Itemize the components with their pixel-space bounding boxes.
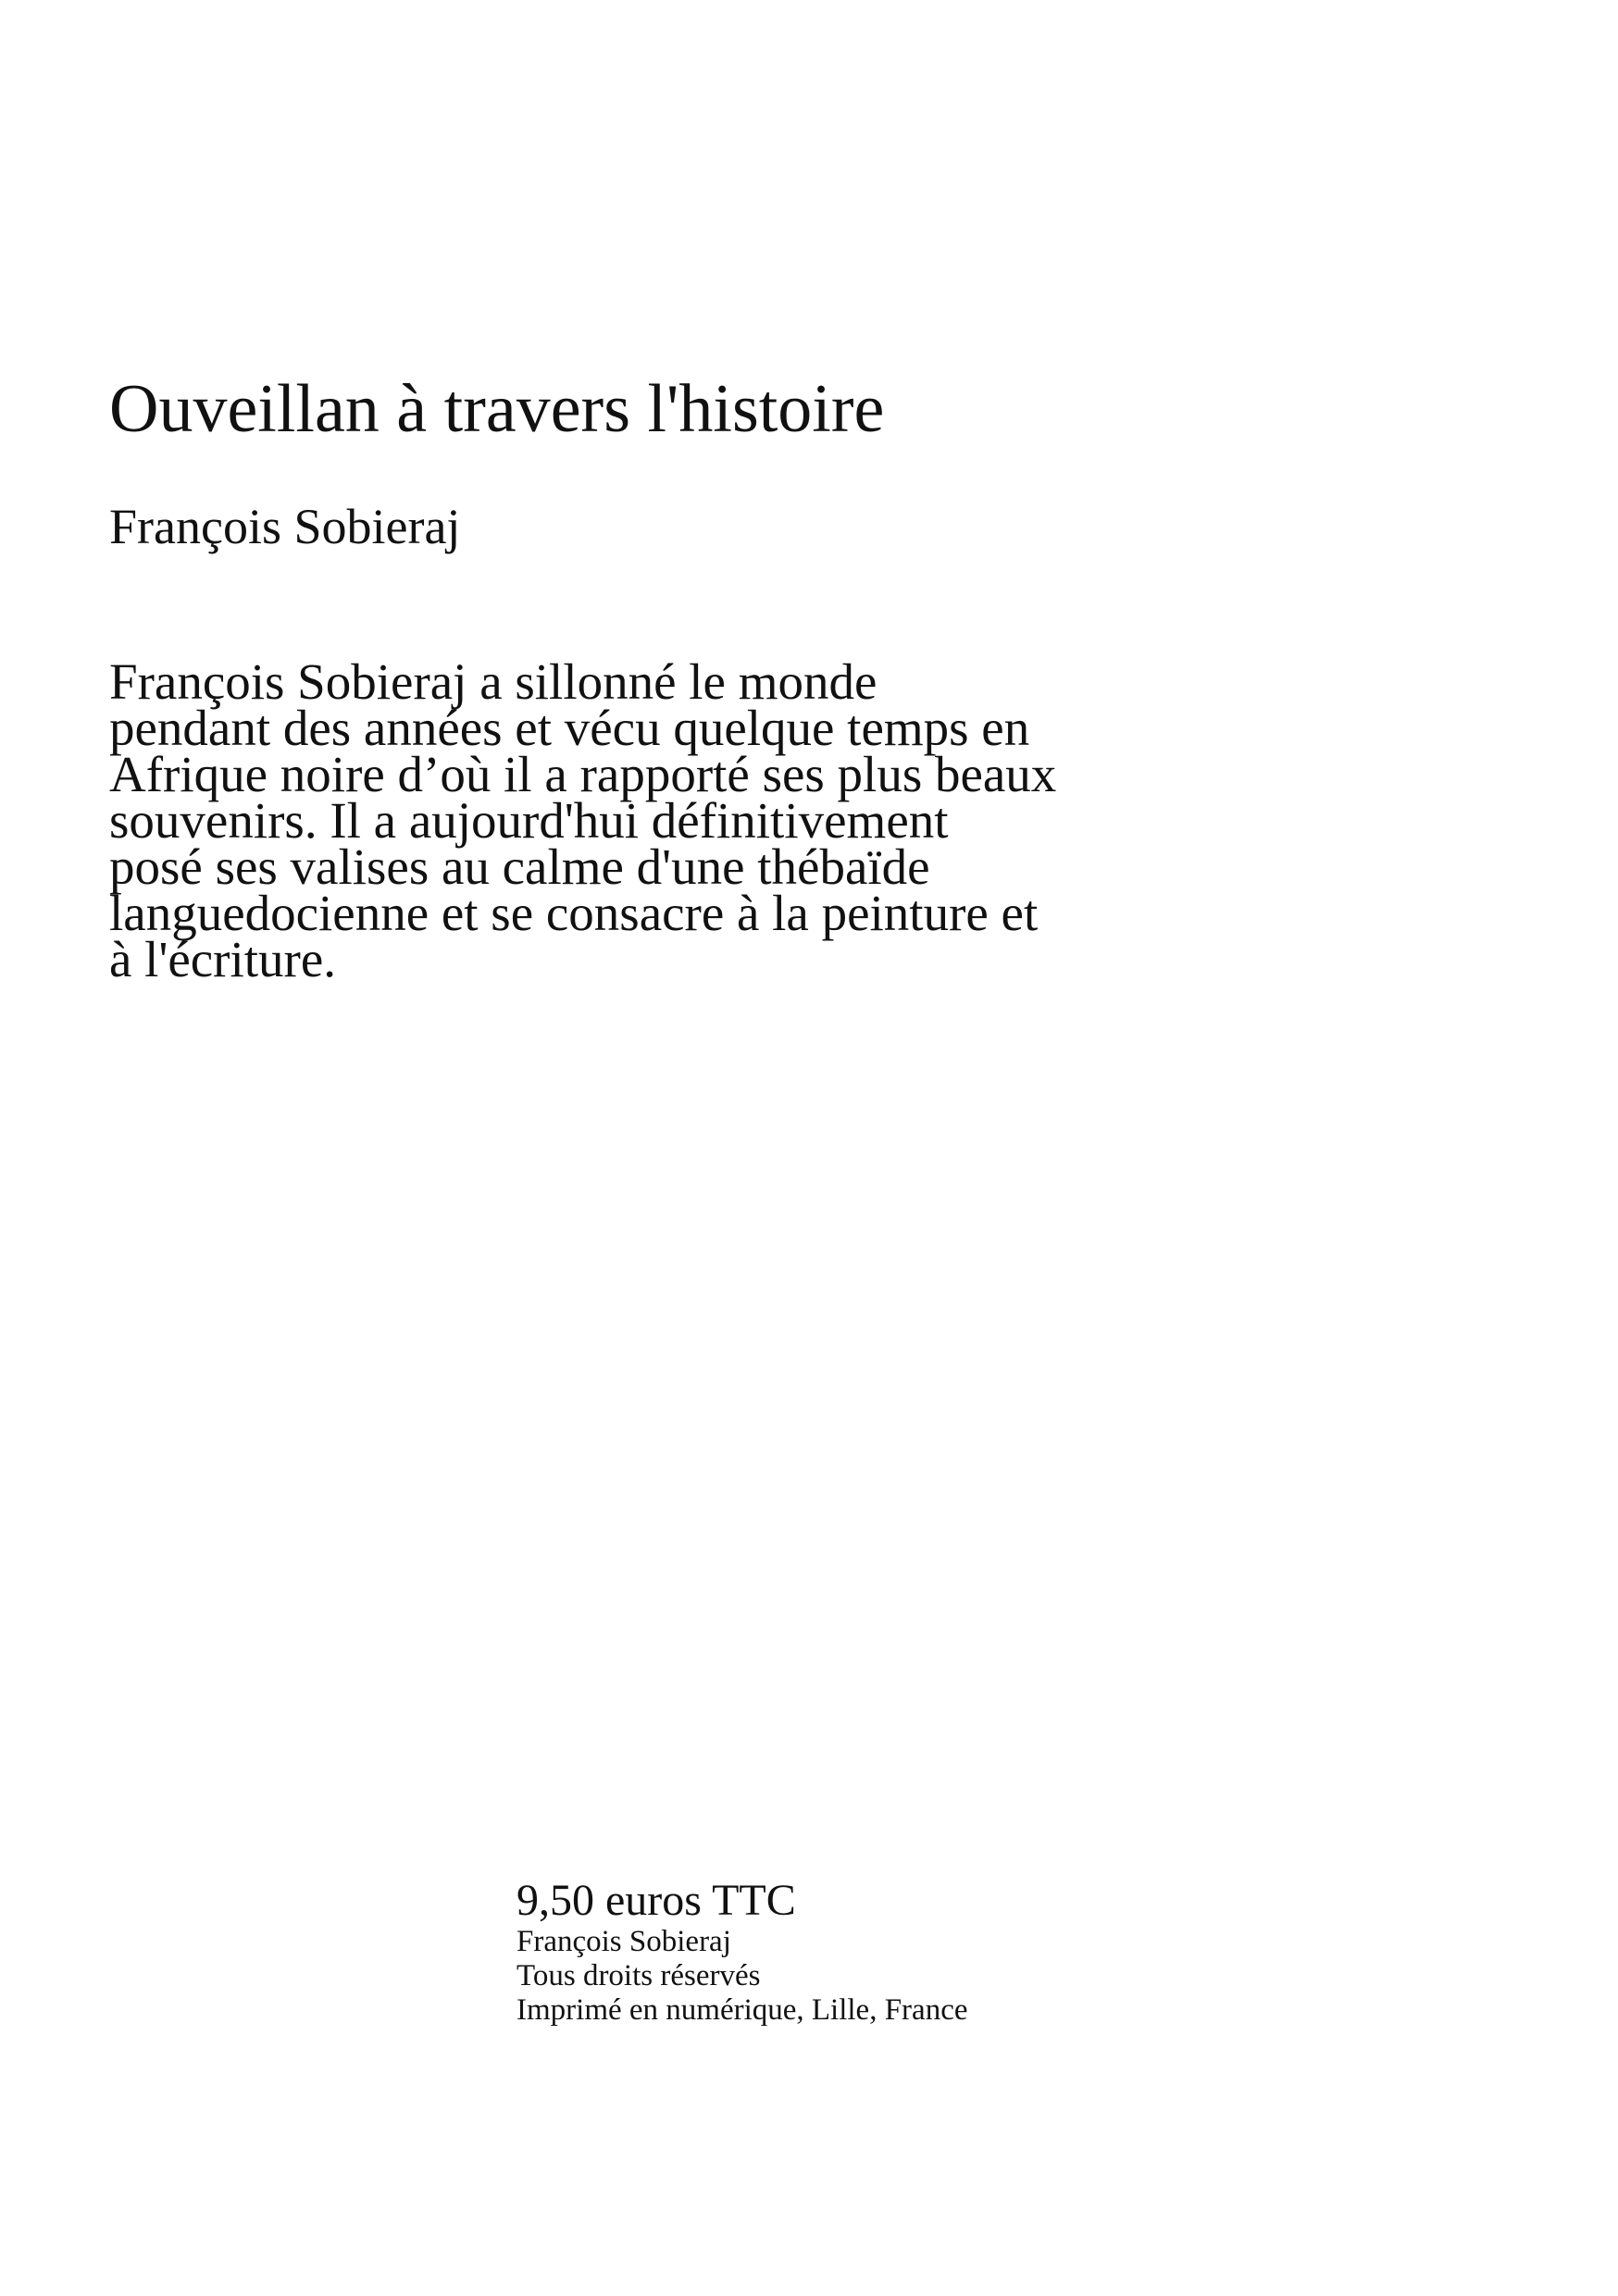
colophon — [517, 1877, 1350, 2028]
biography-line: à l'écriture. — [109, 931, 337, 987]
biography-line: François Sobieraj a sillonné le monde — [109, 653, 877, 710]
biography-line: languedocienne et se consacre à la peinture et — [109, 885, 1039, 941]
book-title: Ouveillan à travers l'histoire — [109, 371, 885, 447]
biography-line: Afrique noire d’où il a rapporté ses plus beaux — [109, 746, 1057, 802]
biography-line: posé ses valises au calme d'une thébaïde — [109, 838, 930, 895]
colophon-author: François Sobieraj — [517, 1925, 731, 1958]
price-label: 9,50 euros TTC — [517, 1876, 796, 1925]
author-biography — [109, 653, 1257, 987]
printing-notice: Imprimé en numérique, Lille, France — [517, 1993, 968, 2027]
biography-line: pendant des années et vécu quelque temps en — [109, 700, 1030, 756]
biography-line: souvenirs. Il a aujourd'hui définitivement — [109, 792, 949, 849]
rights-notice: Tous droits réservés — [517, 1959, 761, 1992]
book-author: François Sobieraj — [109, 499, 461, 554]
